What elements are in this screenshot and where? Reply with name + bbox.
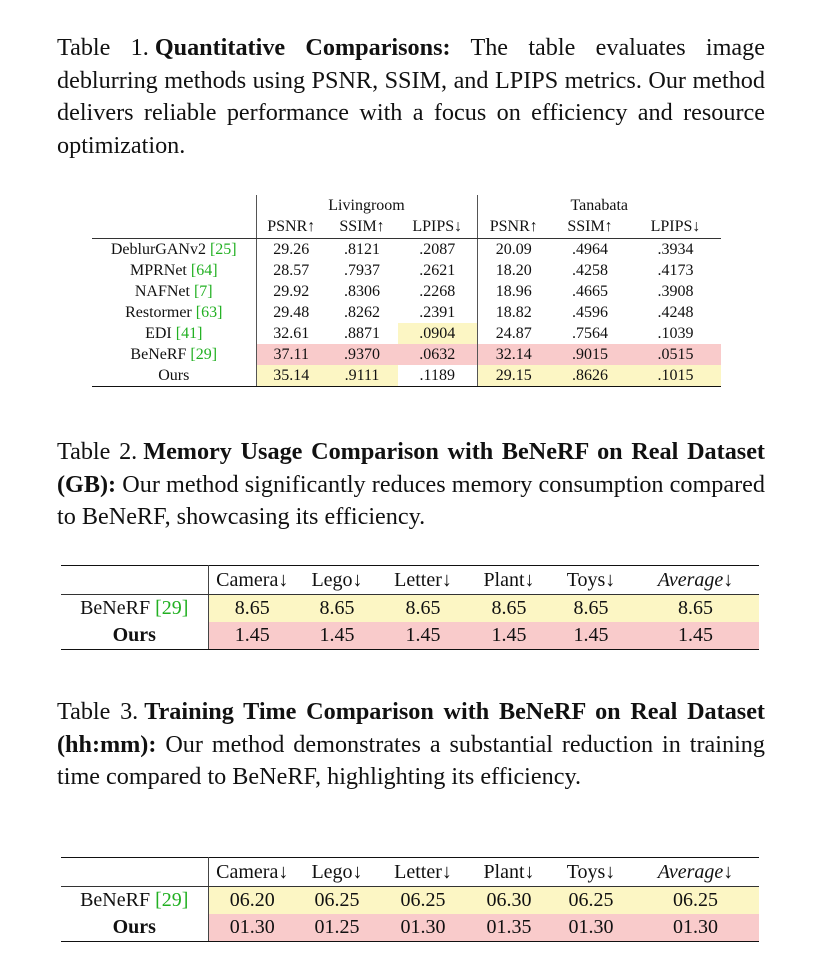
table1-metric-header: SSIM↑ <box>326 216 398 239</box>
reference-link[interactable]: [29] <box>155 597 189 619</box>
table-cell-second-best: .9111 <box>326 365 398 387</box>
table-row <box>61 887 759 915</box>
training-time-table <box>61 857 759 942</box>
table-cell: .1189 <box>398 365 477 387</box>
method-name: Ours <box>61 622 208 650</box>
table1-group-header: Tanabata <box>477 195 721 216</box>
table-cell: .8262 <box>344 304 380 321</box>
table-cell: .3908 <box>657 283 694 300</box>
table-cell: 1.45 <box>632 622 759 650</box>
table-cell: 29.92 <box>256 281 326 302</box>
table-row <box>61 914 759 942</box>
table3-caption-text: Our method demonstrates a substantial reduction in training time compared to BeNeRF, highlighting its efficiency. <box>57 730 765 791</box>
table-cell: 28.57 <box>256 260 326 281</box>
method-name: DeblurGANv2 [25] <box>110 241 237 258</box>
table-cell-best: .0632 <box>398 344 477 365</box>
table-cell: .8871 <box>344 325 380 342</box>
table-cell: 01.30 <box>208 914 296 942</box>
column-header: Toys↓ <box>550 858 632 887</box>
column-header: Camera↓ <box>208 566 296 595</box>
table-row <box>92 302 721 323</box>
column-header: Average↓ <box>632 858 759 887</box>
table-cell-best: 37.11 <box>256 344 326 365</box>
table-cell: 1.45 <box>468 622 550 650</box>
table-cell: 01.25 <box>296 914 378 942</box>
table-cell: 24.87 <box>477 323 550 344</box>
column-header: Letter↓ <box>378 858 468 887</box>
table-cell-second-best: 35.14 <box>256 365 326 387</box>
table-cell: .7937 <box>344 262 380 279</box>
table2-caption-text: Our method significantly reduces memory consumption compared to BeNeRF, showcasing its efficiency. <box>57 470 766 531</box>
table-cell: 06.30 <box>468 887 550 915</box>
column-header: Plant↓ <box>468 566 550 595</box>
column-header: Lego↓ <box>296 858 378 887</box>
table-cell: 01.30 <box>378 914 468 942</box>
table3-caption <box>57 696 765 794</box>
table-cell: .2268 <box>419 283 456 300</box>
table-cell: 18.20 <box>477 260 550 281</box>
table-cell: .2391 <box>419 304 456 321</box>
table1-caption-title: Quantitative Comparisons: <box>154 34 451 61</box>
table-cell: .3934 <box>657 241 694 258</box>
table-cell: 06.25 <box>296 887 378 915</box>
method-name: NAFNet [7] <box>134 283 213 300</box>
table1-caption-label: Table 1. <box>57 34 149 61</box>
table-cell: 1.45 <box>296 622 378 650</box>
method-name: Ours <box>61 914 208 942</box>
table-row <box>92 365 721 387</box>
column-header: Lego↓ <box>296 566 378 595</box>
table-cell: 20.09 <box>477 239 550 261</box>
table3-caption-label: Table 3. <box>57 698 139 725</box>
table-cell-best: .0515 <box>630 344 721 365</box>
table-cell-best: 32.14 <box>477 344 550 365</box>
table2-header-row <box>61 566 759 595</box>
table-cell: 29.48 <box>256 302 326 323</box>
table-cell: 18.82 <box>477 302 550 323</box>
table-cell: 06.20 <box>208 887 296 915</box>
table-row <box>92 239 721 261</box>
table2-caption-title: Memory Usage Comparison with BeNeRF on Real Dataset (GB): <box>57 438 765 498</box>
table-cell: .4173 <box>657 262 694 279</box>
reference-link[interactable]: [25] <box>209 241 237 258</box>
table-cell: 01.35 <box>468 914 550 942</box>
table1-group-header-row <box>92 195 721 216</box>
method-name: MPRNet [64] <box>129 262 218 279</box>
table3-header-row <box>61 858 759 887</box>
table2-caption-label: Table 2. <box>57 438 138 465</box>
table-cell: 1.45 <box>550 622 632 650</box>
quantitative-comparison-table <box>92 195 721 387</box>
table3-caption-title: Training Time Comparison with BeNeRF on Real Dataset (hh:mm): <box>57 698 765 758</box>
table1-metric-header: LPIPS↓ <box>398 216 477 239</box>
table-cell: 06.25 <box>632 887 759 915</box>
reference-link[interactable]: [41] <box>175 325 203 342</box>
method-name: BeNeRF [29] <box>61 595 208 623</box>
method-name: EDI [41] <box>145 325 203 342</box>
table1-caption <box>57 32 765 163</box>
table-row <box>92 281 721 302</box>
table-cell: .4964 <box>572 241 608 258</box>
column-header: Average↓ <box>632 566 759 595</box>
table-cell: .7564 <box>572 325 608 342</box>
memory-usage-table <box>61 565 759 650</box>
table-cell: 06.25 <box>550 887 632 915</box>
table-cell: .4596 <box>572 304 608 321</box>
table-cell: 32.61 <box>256 323 326 344</box>
table-row <box>92 323 721 344</box>
table-cell: 8.65 <box>550 595 632 623</box>
table-cell: .2087 <box>419 241 456 258</box>
table-cell: 01.30 <box>632 914 759 942</box>
table-row <box>92 260 721 281</box>
table-cell-best: .9015 <box>550 344 630 365</box>
table-cell-best: .9370 <box>326 344 398 365</box>
table-cell: 01.30 <box>550 914 632 942</box>
table-cell-second-best: .0904 <box>398 323 477 344</box>
table-cell: .4258 <box>572 262 608 279</box>
column-header: Plant↓ <box>468 858 550 887</box>
table-cell: .1039 <box>657 325 694 342</box>
column-header: Camera↓ <box>208 858 296 887</box>
method-name: BeNeRF [29] <box>61 887 208 915</box>
table-cell: 8.65 <box>632 595 759 623</box>
table-cell: .8121 <box>344 241 380 258</box>
table-cell: 06.25 <box>378 887 468 915</box>
table-cell: .8306 <box>344 283 380 300</box>
table-cell: 8.65 <box>208 595 296 623</box>
table-cell: .2621 <box>419 262 456 279</box>
table-cell: .4248 <box>657 304 694 321</box>
table-row <box>61 595 759 623</box>
table1-group-header: Livingroom <box>256 195 477 216</box>
table-cell-second-best: .8626 <box>550 365 630 387</box>
table-cell: 18.96 <box>477 281 550 302</box>
table-cell: .4665 <box>572 283 608 300</box>
table1-caption-text: The table evaluates image deblurring methods using PSNR, SSIM, and LPIPS metrics. Our method delivers reliable performance with a focus on efficiency and resource optimization. <box>57 34 765 160</box>
table-cell: 8.65 <box>296 595 378 623</box>
table-cell-second-best: 29.15 <box>477 365 550 387</box>
table1-metric-header: PSNR↑ <box>256 216 326 239</box>
table-cell: 1.45 <box>378 622 468 650</box>
reference-link[interactable]: [29] <box>155 889 189 911</box>
table1-metric-header: PSNR↑ <box>477 216 550 239</box>
table-cell: 29.26 <box>256 239 326 261</box>
table1-metric-header: SSIM↑ <box>550 216 630 239</box>
table2-caption <box>57 436 765 534</box>
reference-link[interactable]: [63] <box>195 304 223 321</box>
table-cell-second-best: .1015 <box>630 365 721 387</box>
reference-link[interactable]: [29] <box>190 346 218 363</box>
table-cell: 8.65 <box>468 595 550 623</box>
table-row <box>92 344 721 365</box>
reference-link[interactable]: [7] <box>193 283 213 300</box>
table-cell: 1.45 <box>208 622 296 650</box>
method-name: Restormer [63] <box>125 304 223 321</box>
method-name: BeNeRF [29] <box>130 346 218 363</box>
column-header: Letter↓ <box>378 566 468 595</box>
table1-metric-header-row <box>92 216 721 239</box>
table-cell: 8.65 <box>378 595 468 623</box>
column-header: Toys↓ <box>550 566 632 595</box>
table-row <box>61 622 759 650</box>
reference-link[interactable]: [64] <box>190 262 218 279</box>
table1-metric-header: LPIPS↓ <box>630 216 721 239</box>
method-name: Ours <box>92 365 256 387</box>
